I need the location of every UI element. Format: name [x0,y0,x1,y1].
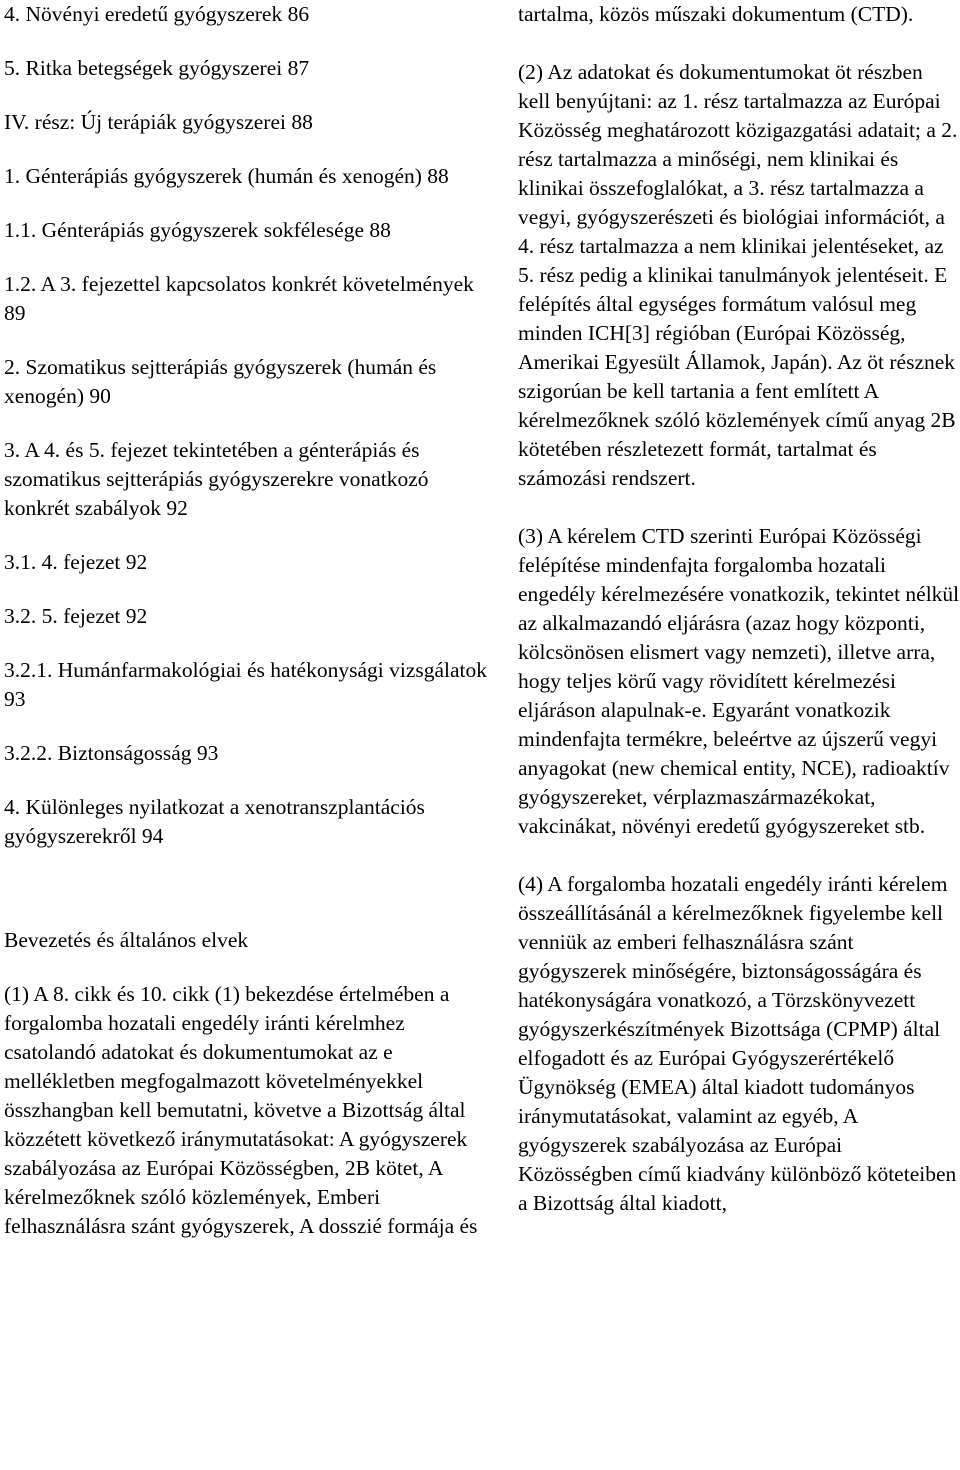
toc-entry[interactable]: 3.2.1. Humánfarmakológiai és hatékonysági vizsgálatok 93 [4,658,488,711]
toc-entry[interactable]: 3.1. 4. fejezet 92 [4,550,148,574]
toc-entry[interactable]: 1.1. Génterápiás gyógyszerek sokfélesége 88 [4,218,391,242]
paragraph-3: (3) A kérelem CTD szerinti Európai Közösségi felépítése mindenfajta forgalomba hozatali engedély kérelmezésére vonatkozik, tekintet nélkül az alkalmazandó eljárásra (azaz hogy központi, kölcsönösen elismert vagy nemzeti), illetve arra, hogy teljes körű vagy rövidített kérelmezési eljáráson alapulnak-e. Egyaránt vonatkozik mindenfajta termékre, beleértve az újszerű vegyi anyagokat (new chemical entity, NCE), radioaktív gyógyszereket, vérplazmaszármazékokat, vakcinákat, növényi eredetű gyógyszereket stb. [518,524,960,838]
toc-entry[interactable]: 5. Ritka betegségek gyógyszerei 87 [4,56,310,80]
left-column [4,0,494,1270]
paragraph-1: (1) A 8. cikk és 10. cikk (1) bekezdése értelmében a forgalomba hozatali engedély iránti kérelmhez csatolandó adatokat és dokumentumokat az e mellékletben megfogalmazott követelményekkel összhangban kell bemutatni, követve a Bizottság által közzétett következő iránymutatásokat: A gyógyszerek szabályozása az Európai Közösségben, 2B kötet, A kérelmezőknek szóló közlemények, Emberi felhasználásra szánt gyógyszerek, A dosszié formája és [4,982,478,1238]
toc-entry[interactable]: 3.2.2. Biztonságosság 93 [4,741,219,765]
section-spacer [4,876,494,926]
toc-entry[interactable]: 4. Különleges nyilatkozat a xenotranszplantációs gyógyszerekről 94 [4,795,425,848]
paragraph-2: (2) Az adatokat és dokumentumokat öt részben kell benyújtani: az 1. rész tartalmazza az Európai Közösség meghatározott közigazgatási adatait; a 2. rész tartalmazza a minőségi, nem klinikai és klinikai összefoglalókat, a 3. rész tartalmazza a vegyi, gyógyszerészeti és biológiai információt, a 4. rész tartalmazza a nem klinikai jelentéseket, az 5. rész pedig a klinikai tanulmányok jelentéseit. E felépítés által egységes formátum valósul meg minden ICH[3] régióban (Európai Közösség, Amerikai Egyesült Államok, Japán). Az öt résznek szigorúan be kell tartania a fent említett A kérelmezőknek szóló közlemények című anyag 2B kötetében részletezett formát, tartalmat és számozási rendszert. [518,60,958,490]
toc-entry[interactable]: 1. Génterápiás gyógyszerek (humán és xenogén) 88 [4,164,449,188]
right-column [518,0,960,1247]
toc-entry[interactable]: 2. Szomatikus sejtterápiás gyógyszerek (humán és xenogén) 90 [4,355,437,408]
paragraph-continuation: tartalma, közös műszaki dokumentum (CTD). [518,2,914,26]
toc-entry[interactable]: IV. rész: Új terápiák gyógyszerei 88 [4,110,313,134]
toc-entry[interactable]: 3. A 4. és 5. fejezet tekintetében a génterápiás és szomatikus sejtterápiás gyógyszerekre vonatkozó konkrét szabályok 92 [4,438,429,520]
section-heading: Bevezetés és általános elvek [4,928,249,952]
paragraph-4: (4) A forgalomba hozatali engedély iránti kérelem összeállításánál a kérelmezőknek figyelembe kell venniük az emberi felhasználásra szánt gyógyszerek minőségére, biztonságosságára és hatékonyságára vonatkozó, a Törzskönyvezett gyógyszerkészítmények Bizottsága (CPMP) által elfogadott és az Európai Gyógyszerértékelő Ügynökség (EMEA) által kiadott tudományos iránymutatásokat, valamint az egyéb, A gyógyszerek szabályozása az Európai Közösségben című kiadvány különböző köteteiben a Bizottság által kiadott, [518,872,957,1215]
toc-entry[interactable]: 3.2. 5. fejezet 92 [4,604,148,628]
toc-entry[interactable]: 1.2. A 3. fejezettel kapcsolatos konkrét követelmények 89 [4,272,474,325]
toc-entry[interactable]: 4. Növényi eredetű gyógyszerek 86 [4,2,310,26]
